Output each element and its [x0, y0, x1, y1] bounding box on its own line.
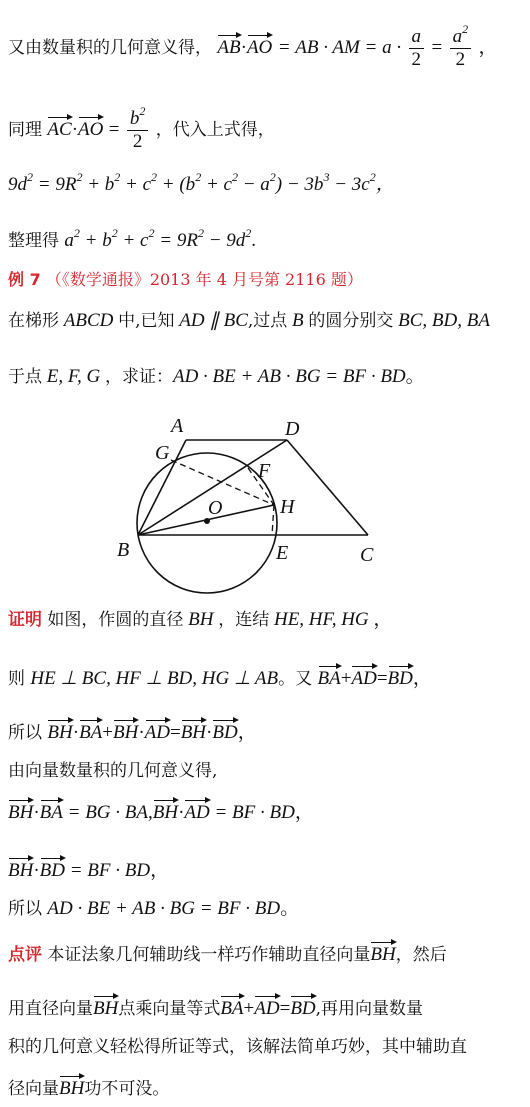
label-a: A	[171, 415, 184, 437]
fraction-a2-over-2: $\frac{a^2}{2}$	[450, 26, 472, 71]
label-o: O	[208, 497, 223, 519]
line-1-text: 又由数量积的几何意义得，	[8, 38, 212, 58]
proof-label: 证明	[8, 610, 42, 630]
equation-line-3: $9d^2 = 9R^2 + b^2 + c^2 + (b^2 + c^2 - a^2) - 3b^3 - 3c^2$，	[8, 170, 395, 195]
vector-ao: AO	[247, 33, 272, 59]
comment-line: 点评 本证法象几何辅助线一样巧作辅助直径向量BH，然后	[8, 940, 447, 966]
line-2-text: 同理	[8, 120, 42, 140]
label-g: G	[155, 442, 170, 464]
comment-label: 点评	[8, 945, 42, 965]
example-heading	[8, 269, 363, 291]
label-d: D	[285, 418, 300, 440]
label-e: E	[276, 542, 289, 564]
line-11: 由向量数量积的几何意义得,	[8, 761, 218, 781]
label-b: B	[117, 539, 130, 561]
vector-ao: AO	[78, 115, 103, 141]
proof-line: 证明 如图，作圆的直径 BH ，连结 HE, HF, HG ，	[8, 609, 393, 630]
label-c: C	[360, 544, 374, 566]
line-13: BH·BD = BF · BD，	[8, 856, 169, 882]
vector-ab: AB	[217, 33, 240, 59]
line-12: BH·BA = BG · BA,BH·AD = BF · BD，	[8, 798, 314, 824]
line-10: 所以 BH·BA+BH·AD=BH·BD，	[8, 718, 257, 744]
geometry-diagram	[0, 410, 530, 600]
line-2: 同理 AC·AO = $\frac{b^2}{2}$ ，代入上式得，	[8, 104, 275, 152]
line-17: 积的几何意义轻松得所证等式，该解法简单巧妙，其中辅助直	[8, 1037, 467, 1057]
line-18: 径向量BH功不可没。	[8, 1074, 169, 1100]
line-14: 所以 AD · BE + AB · BG = BF · BD。	[8, 898, 300, 919]
line-6: 在梯形 ABCD 中,已知 AD ∥ BC,过点 B 的圆分别交 BC, BD, BA	[8, 310, 490, 331]
line-9: 则 HE ⊥ BC, HF ⊥ BD, HG ⊥ AB。又 BA+AD=BD，	[8, 664, 432, 690]
line-1: 又由数量积的几何意义得， AB·AO = AB · AM = a · $\frac{a}{2}$ = $\frac{a^2}{2}$ ，	[8, 22, 498, 70]
line-4: 整理得 $a^2 + b^2 + c^2 = 9R^2 - 9d^2$.	[8, 226, 257, 251]
label-h: H	[280, 496, 295, 518]
line-7: 于点 E, F, G ，求证：AD · BE + AB · BG = BF · BD。	[8, 366, 425, 387]
vector-ac: AC	[47, 115, 71, 141]
fraction-a-over-2: $\frac{a}{2}$	[409, 26, 425, 71]
example-source: （《数学通报》2013 年 4 月号第 2116 题）	[45, 270, 363, 289]
label-f: F	[258, 460, 271, 482]
line-2-tail: ，代入上式得，	[155, 120, 275, 140]
line-4-text: 整理得	[8, 231, 59, 251]
fraction-b2-over-2: $\frac{b^2}{2}$	[127, 108, 149, 153]
line-16: 用直径向量BH点乘向量等式BA+AD=BD,再用向量数量	[8, 994, 423, 1020]
example-title: 例 7	[8, 270, 41, 289]
